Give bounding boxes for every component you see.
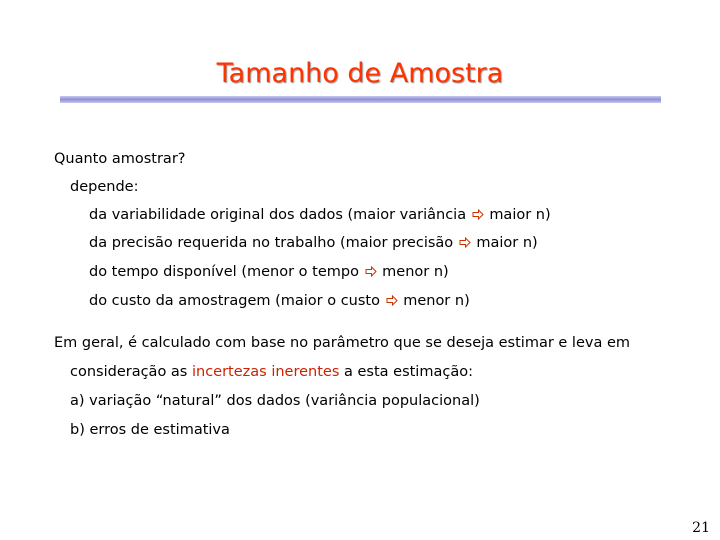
right-arrow-icon bbox=[386, 295, 398, 306]
general-text-line1: Em geral, é calculado com base no parâmetro que se deseja estimar e leva em bbox=[54, 335, 631, 351]
title-underline bbox=[60, 96, 661, 103]
general-text-line2 bbox=[70, 363, 473, 381]
factor-cost bbox=[89, 292, 470, 310]
general-suffix: a esta estimação: bbox=[344, 364, 473, 380]
factor-variability bbox=[89, 206, 551, 224]
factor-result: maior n) bbox=[489, 207, 551, 223]
right-arrow-icon bbox=[365, 266, 377, 277]
question-text: Quanto amostrar? bbox=[54, 151, 186, 167]
factor-time bbox=[89, 263, 449, 281]
factor-text: do tempo disponível (menor o tempo bbox=[89, 264, 359, 280]
depends-label: depende: bbox=[70, 179, 139, 195]
factor-result: menor n) bbox=[382, 264, 449, 280]
page-number: 21 bbox=[692, 520, 710, 536]
factor-result: maior n) bbox=[476, 235, 538, 251]
right-arrow-icon bbox=[459, 237, 471, 248]
item-natural-variation: a) variação “natural” dos dados (variância populacional) bbox=[70, 393, 480, 409]
item-estimation-errors: b) erros de estimativa bbox=[70, 422, 230, 438]
highlighted-term: incertezas inerentes bbox=[191, 364, 340, 380]
factor-result: menor n) bbox=[403, 293, 470, 309]
factor-text: da precisão requerida no trabalho (maior precisão bbox=[89, 235, 454, 251]
factor-precision bbox=[89, 234, 538, 252]
factor-text: da variabilidade original dos dados (maior variância bbox=[89, 207, 467, 223]
factor-text: do custo da amostragem (maior o custo bbox=[89, 293, 380, 309]
general-prefix: consideração as bbox=[70, 364, 188, 380]
slide-title: Tamanho de Amostra bbox=[216, 58, 504, 89]
right-arrow-icon bbox=[472, 209, 484, 220]
